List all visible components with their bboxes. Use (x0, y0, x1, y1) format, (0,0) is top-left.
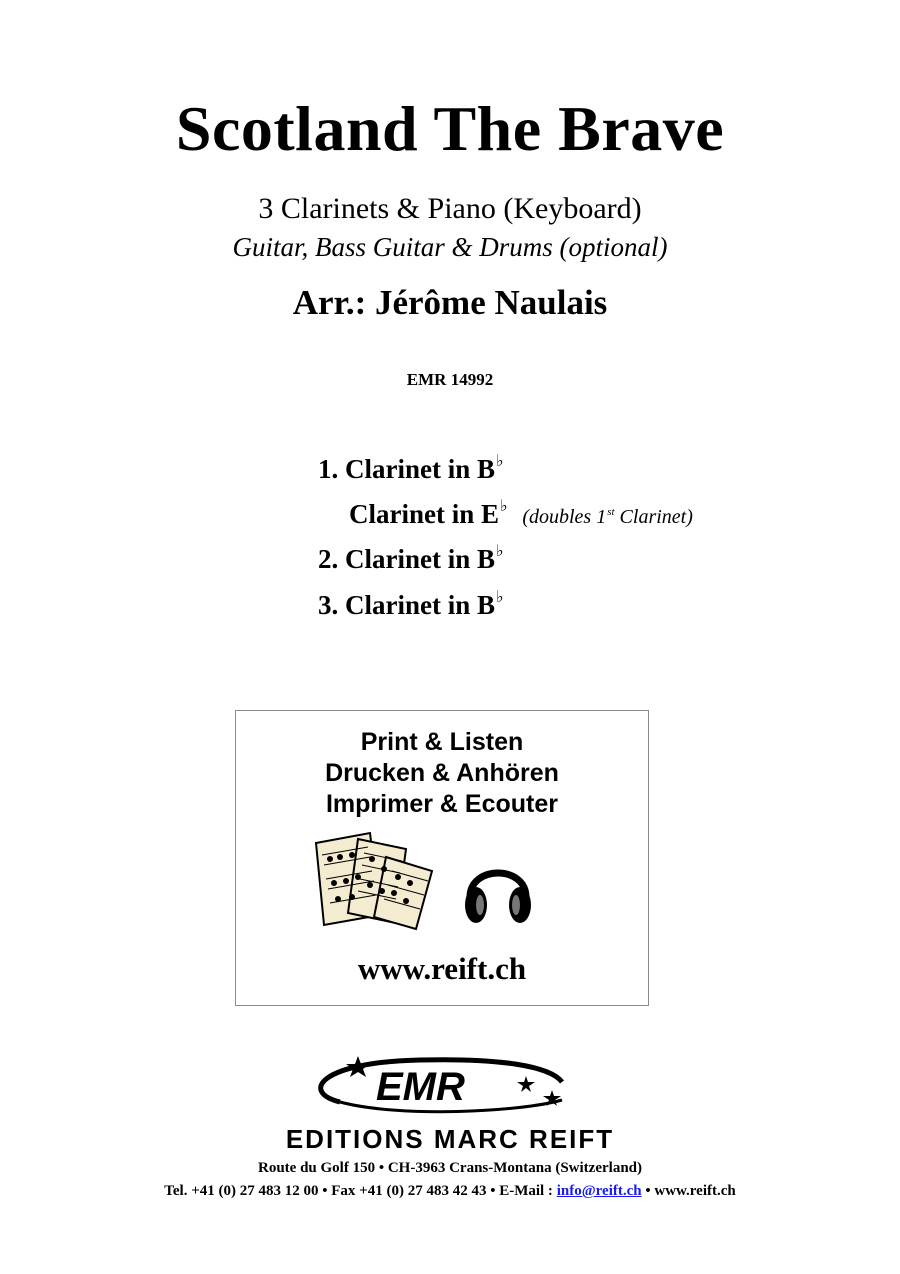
headphones-icon (460, 851, 536, 929)
flat-sign: ♭ (496, 543, 504, 560)
part-clarinet-eb (349, 496, 693, 530)
emr-logo-text: EMR (376, 1065, 465, 1109)
part-note: (doubles 1st Clarinet) (522, 506, 693, 528)
promo-line-en: Print & Listen (360, 728, 524, 756)
flat-sign: ♭ (496, 589, 504, 606)
emr-logo (300, 1052, 580, 1124)
sheet-music-icon (308, 829, 438, 933)
publisher-contact (0, 1183, 900, 1200)
promo-line-de: Drucken & Anhören (325, 759, 559, 787)
part-1-clarinet-bb (318, 451, 504, 485)
part-label: 2. Clarinet in B (318, 544, 496, 574)
promo-line-fr: Imprimer & Ecouter (325, 790, 558, 818)
subtitle: 3 Clarinets & Piano (Keyboard) (258, 192, 642, 225)
part-label: Clarinet in E (349, 499, 500, 529)
part-label: 3. Clarinet in B (318, 590, 496, 620)
part-3-clarinet-bb (318, 587, 504, 621)
catalog-number: EMR 14992 (406, 370, 494, 389)
part-2-clarinet-bb (318, 541, 504, 575)
flat-sign: ♭ (500, 498, 508, 515)
email-link[interactable]: info@reift.ch (556, 1183, 642, 1199)
part-label: 1. Clarinet in B (318, 454, 496, 484)
publisher-address: Route du Golf 150 • CH-3963 Crans-Montana (Switzerland) (258, 1160, 642, 1176)
publisher-name: EDITIONS MARC REIFT (285, 1124, 615, 1154)
contact-website[interactable]: • www.reift.ch (641, 1183, 736, 1199)
title: Scotland The Brave (175, 93, 725, 164)
print-listen-box (235, 710, 649, 1006)
flat-sign: ♭ (496, 453, 504, 470)
arranger: Arr.: Jérôme Naulais (292, 283, 608, 322)
promo-url[interactable]: www.reift.ch (357, 951, 527, 986)
subtitle-optional: Guitar, Bass Guitar & Drums (optional) (232, 232, 668, 262)
contact-phone-fax: Tel. +41 (0) 27 483 12 00 • Fax +41 (0) 27 483 42 43 • E-Mail : (164, 1183, 557, 1199)
